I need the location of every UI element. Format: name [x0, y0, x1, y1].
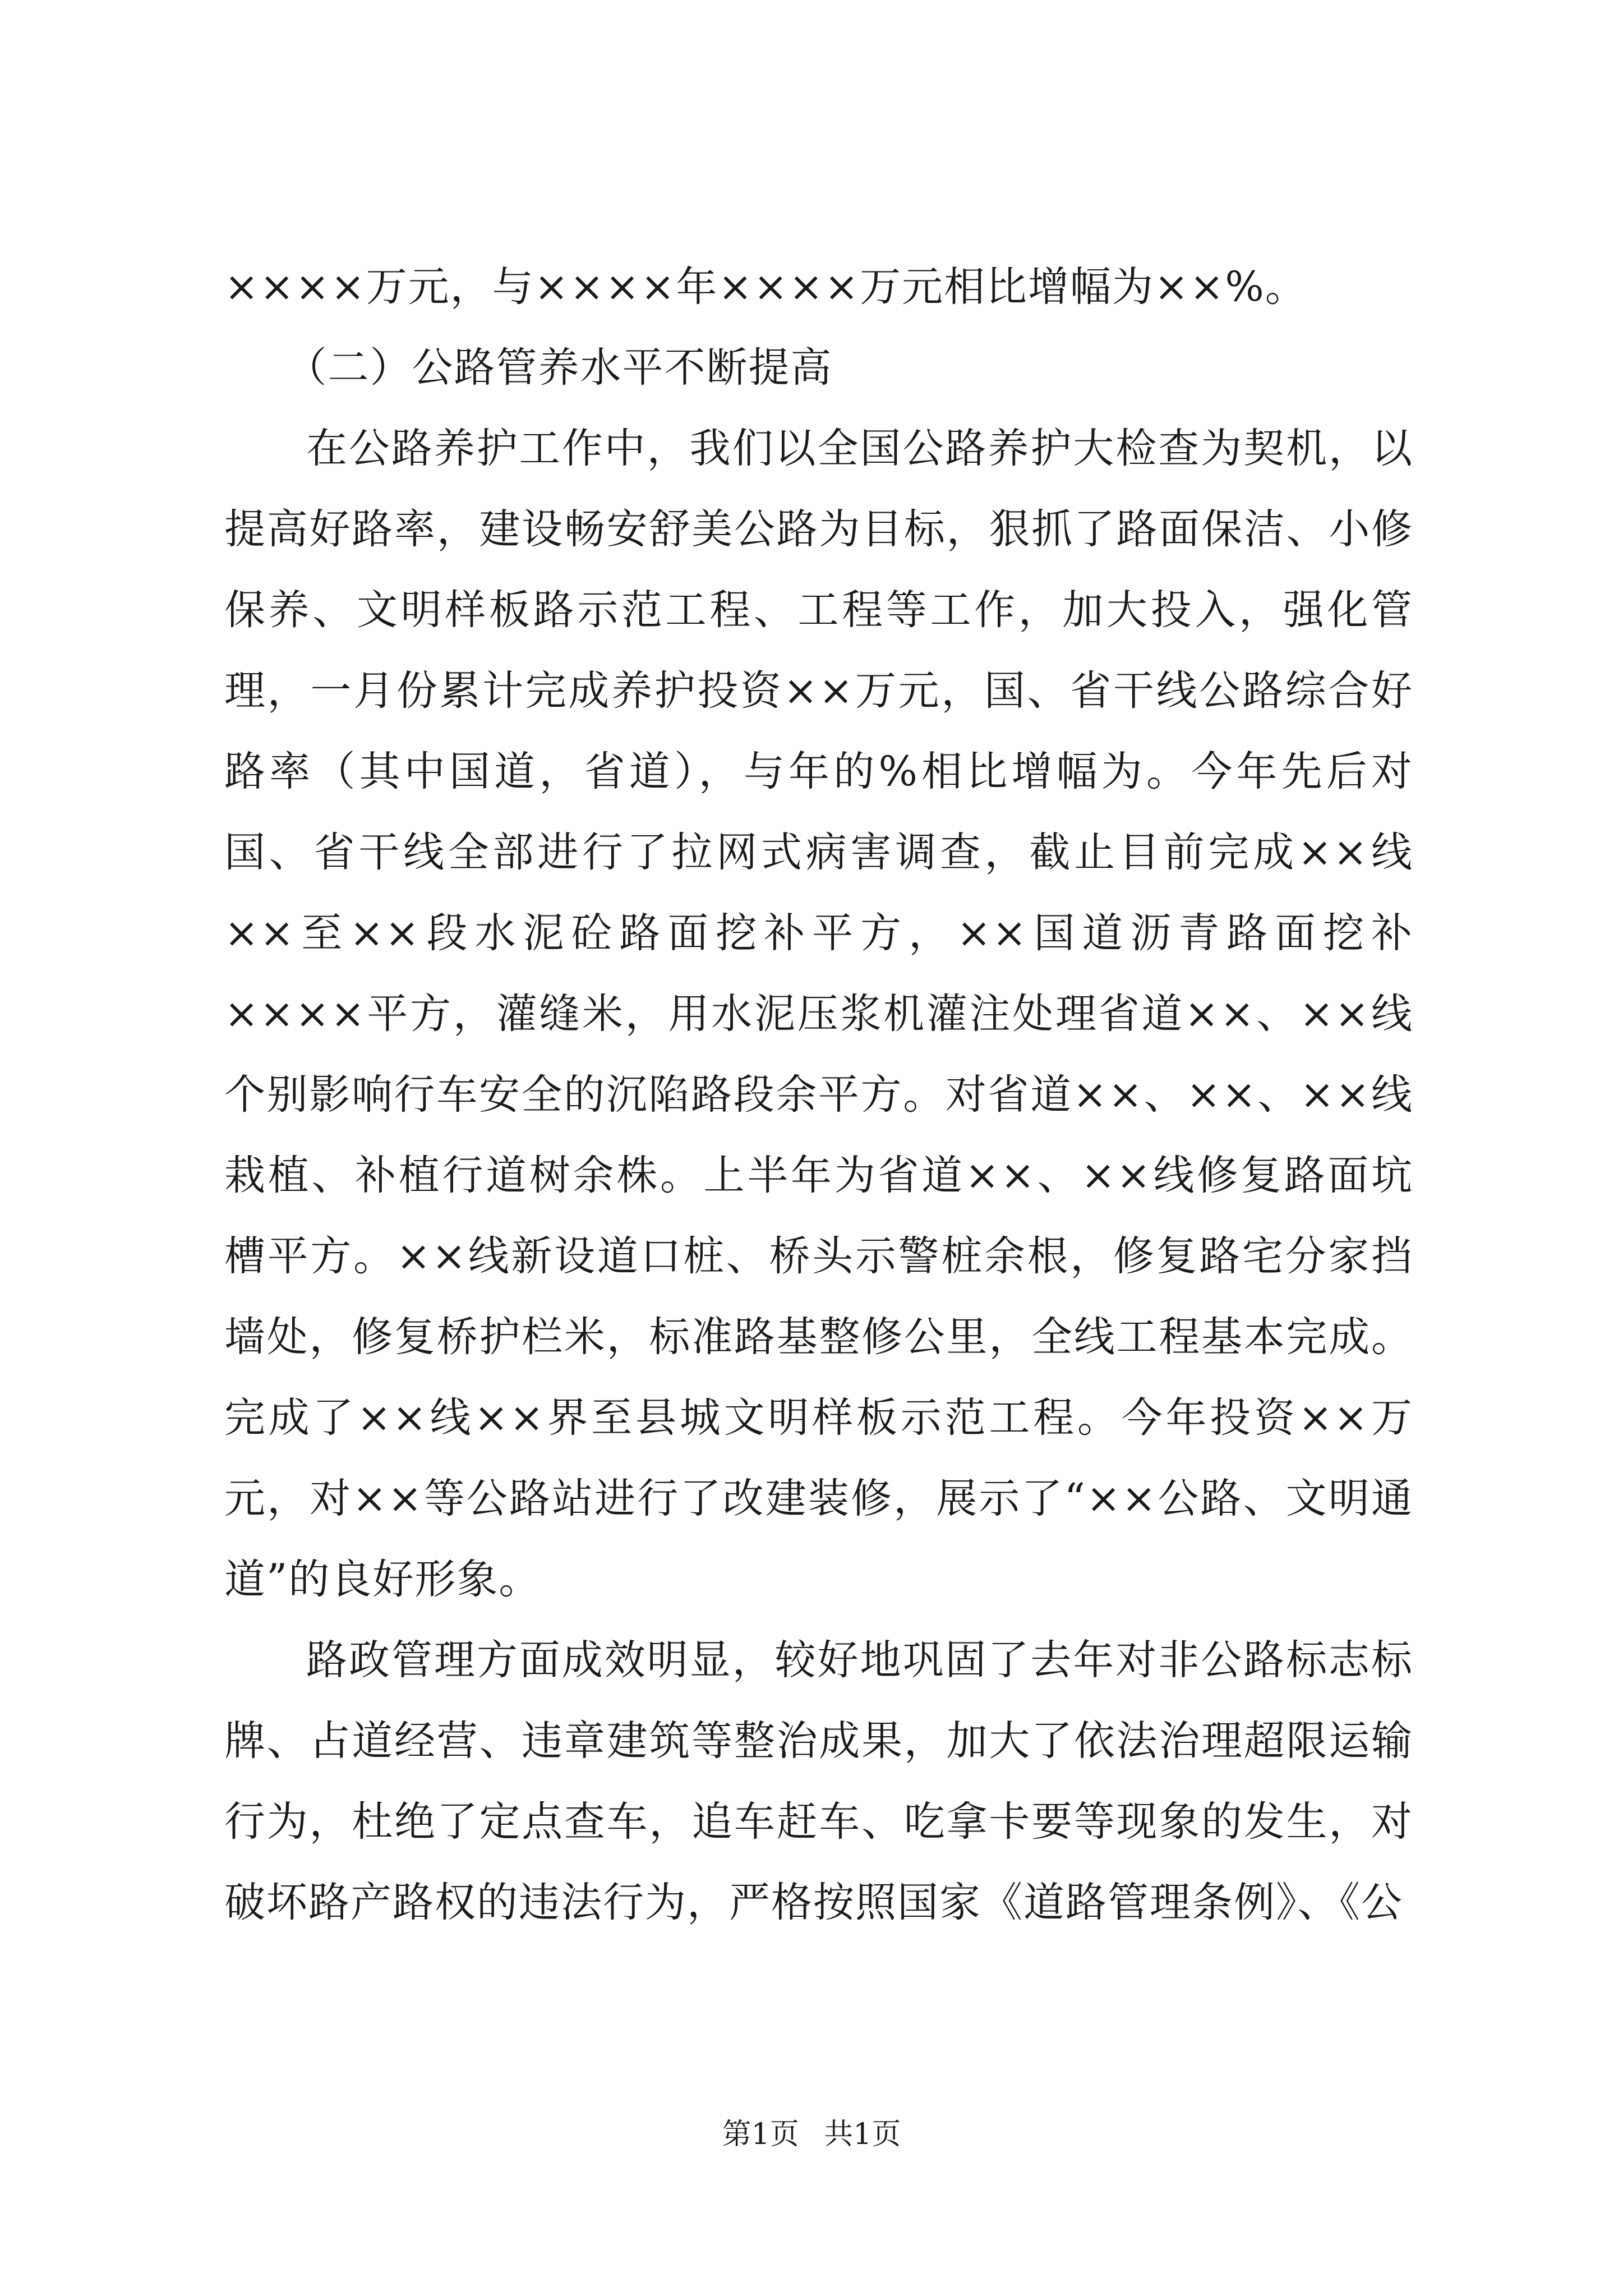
section-heading: （二）公路管养水平不断提高 [285, 344, 833, 392]
page-footer [0, 2115, 1623, 2154]
paragraph-continuation: ××××万元，与××××年××××万元相比增幅为××%。 [224, 263, 1307, 311]
paragraph-road-administration: 路政管理方面成效明显，较好地巩固了去年对非公路标志标牌、占道经营、违章建筑等整治成果，加大了依法治理超限运输行为，杜绝了定点查车，追车赶车、吃拿卡要等现象的发生，对破坏路产路权的违法行为，严格按照国家《道路管理条例》、《公 [224, 1636, 1413, 1926]
page-number: 第1页 [722, 2118, 799, 2151]
document-body [224, 247, 1413, 1943]
paragraph-maintenance: 在公路养护工作中，我们以全国公路养护大检查为契机，以提高好路率，建设畅安舒美公路为目标，狠抓了路面保洁、小修保养、文明样板路示范工程、工程等工作，加大投入，强化管理，一月份累计完成养护投资××万元，国、省干线公路综合好路率（其中国道，省道），与年的%相比增幅为。今年先后对国、省干线全部进行了拉网式病害调查，截止目前完成××线××至××段水泥砼路面挖补平方，××国道沥青路面挖补××××平方，灌缝米，用水泥压浆机灌注处理省道××、××线个别影响行车安全的沉陷路段余平方。对省道××、××、××线栽植、补植行道树余株。上半年为省道××、××线修复路面坑槽平方。××线新设道口桩、桥头示警桩余根，修复路宅分家挡墙处，修复桥护栏米，标准路基整修公里，全线工程基本完成。完成了××线××界至县城文明样板示范工程。今年投资××万元，对××等公路站进行了改建装修，展示了“××公路、文明通道”的良好形象。 [224, 425, 1413, 1603]
page-total: 共1页 [824, 2118, 901, 2151]
